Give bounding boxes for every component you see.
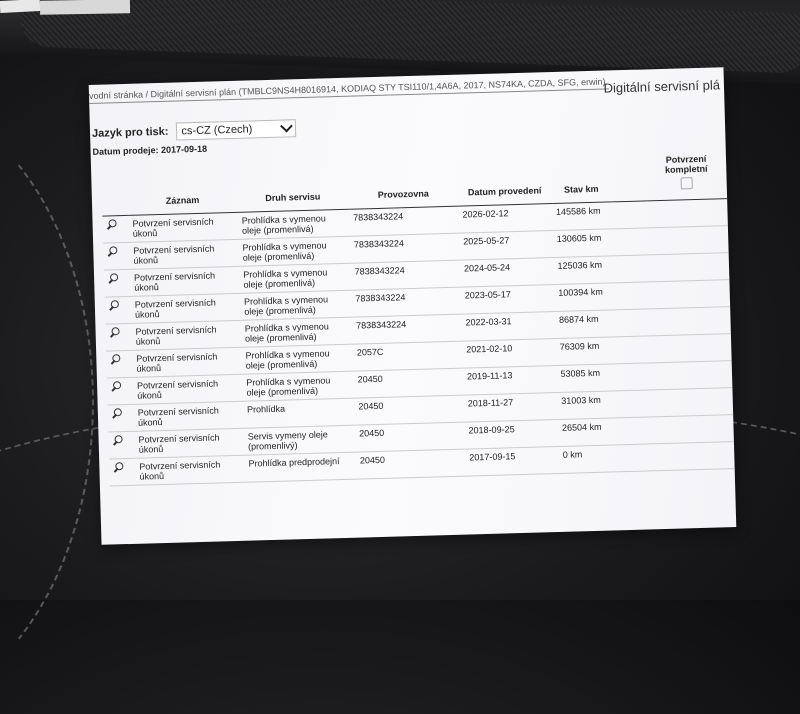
view-cell[interactable] xyxy=(104,269,131,297)
km-cell: 0 km xyxy=(559,445,619,474)
view-cell[interactable] xyxy=(106,350,133,378)
spacer-cell xyxy=(616,363,652,391)
view-cell[interactable] xyxy=(107,377,134,405)
chevron-down-icon xyxy=(280,119,293,132)
header-complete-label: Potvrzení kompletní xyxy=(664,153,708,175)
date-cell: 2026-02-12 xyxy=(458,204,552,234)
printed-service-sheet xyxy=(89,67,737,545)
spacer-cell xyxy=(615,336,651,364)
km-cell: 53085 km xyxy=(556,364,616,393)
spacer-cell xyxy=(612,201,648,229)
record-cell: Potvrzení servisních úkonů xyxy=(131,320,241,350)
complete-cell xyxy=(648,226,729,255)
workshop-cell: 7838343224 xyxy=(350,233,460,263)
km-cell: 130605 km xyxy=(553,229,613,258)
km-cell: 86874 km xyxy=(555,310,615,339)
date-cell: 2018-11-27 xyxy=(464,392,558,422)
record-cell: Potvrzení servisních úkonů xyxy=(133,374,243,404)
date-cell: 2025-05-27 xyxy=(459,231,553,261)
complete-cell xyxy=(653,415,734,444)
spacer-cell xyxy=(615,309,651,337)
view-cell[interactable] xyxy=(103,242,130,270)
type-cell: Prohlídka s vymenou oleje (promenlivá) xyxy=(242,371,354,401)
km-cell: 145586 km xyxy=(552,202,612,231)
complete-cell xyxy=(652,388,733,417)
workshop-cell: 20450 xyxy=(353,368,463,398)
spacer-cell xyxy=(618,417,654,445)
record-cell: Potvrzení servisních úkonů xyxy=(129,239,239,269)
complete-cell xyxy=(647,199,728,228)
type-cell: Prohlídka predprodejní xyxy=(244,452,356,482)
view-cell[interactable] xyxy=(102,215,129,243)
magnifier-icon[interactable] xyxy=(109,327,119,337)
magnifier-icon[interactable] xyxy=(111,381,121,391)
service-table xyxy=(101,151,735,486)
date-cell: 2024-05-24 xyxy=(460,258,554,288)
workshop-cell: 20450 xyxy=(356,449,466,479)
spacer-cell xyxy=(613,255,649,283)
workshop-cell: 7838343224 xyxy=(352,314,462,344)
language-select[interactable] xyxy=(176,119,296,140)
language-row xyxy=(92,119,297,143)
complete-cell xyxy=(649,253,730,282)
view-cell[interactable] xyxy=(105,296,132,324)
workshop-cell: 20450 xyxy=(354,395,464,425)
km-cell: 76309 km xyxy=(556,337,616,366)
type-cell: Prohlídka s vymenou oleje (promenlivá) xyxy=(240,290,352,320)
workshop-cell: 7838343224 xyxy=(349,206,459,236)
view-cell[interactable] xyxy=(105,323,132,351)
date-cell: 2022-03-31 xyxy=(461,312,555,342)
km-cell: 125036 km xyxy=(553,256,613,285)
background-object xyxy=(40,0,130,15)
date-cell: 2017-09-15 xyxy=(465,446,559,476)
complete-cell xyxy=(650,307,731,336)
magnifier-icon[interactable] xyxy=(109,300,119,310)
language-label: Jazyk pro tisk: xyxy=(91,125,169,140)
date-cell: 2023-05-17 xyxy=(461,285,555,315)
magnifier-icon[interactable] xyxy=(113,462,123,472)
record-cell: Potvrzení servisních úkonů xyxy=(134,428,244,458)
header-km: Stav km xyxy=(550,154,611,203)
spacer-cell xyxy=(614,282,650,310)
complete-cell xyxy=(654,442,735,471)
km-cell: 100394 km xyxy=(554,283,614,312)
view-cell[interactable] xyxy=(108,431,135,459)
header-workshop: Provozovna xyxy=(348,159,459,210)
background-object xyxy=(0,0,40,13)
workshop-cell: 7838343224 xyxy=(350,260,460,290)
type-cell: Prohlídka xyxy=(243,398,355,428)
record-cell: Potvrzení servisních úkonů xyxy=(128,212,238,242)
header-date: Datum provedení xyxy=(457,156,552,206)
complete-cell xyxy=(651,334,732,363)
spacer-cell xyxy=(618,444,654,472)
language-value: cs-CZ (Czech) xyxy=(181,123,253,138)
header-record: Záznam xyxy=(127,165,238,216)
km-cell: 26504 km xyxy=(558,418,618,447)
workshop-cell: 20450 xyxy=(355,422,465,452)
record-cell: Potvrzení servisních úkonů xyxy=(131,293,241,323)
record-cell: Potvrzení servisních úkonů xyxy=(134,401,244,431)
workshop-cell: 7838343224 xyxy=(351,287,461,317)
type-cell: Prohlídka s vymenou oleje (promenlivá) xyxy=(238,236,350,266)
date-cell: 2019-11-13 xyxy=(463,366,557,396)
type-cell: Prohlídka s vymenou oleje (promenlivá) xyxy=(241,344,353,374)
page-header-line: vodní stránka / Digitální servisní plán (TMBLC9NS4H8016914, KODIAQ STY TSI110/1,4A6A, 2017, NS74KA, CZDA, SFG, erwin) xyxy=(89,76,609,104)
magnifier-icon[interactable] xyxy=(108,273,118,283)
complete-cell xyxy=(649,280,730,309)
type-cell: Servis vymeny oleje (promenlivý) xyxy=(244,425,356,455)
record-cell: Potvrzení servisních úkonů xyxy=(135,455,245,485)
view-cell[interactable] xyxy=(108,404,135,432)
header-icon-col xyxy=(101,168,128,216)
header-spacer xyxy=(610,153,647,201)
header-service-type: Druh servisu xyxy=(236,162,349,213)
magnifier-icon[interactable] xyxy=(112,408,122,418)
km-cell: 31003 km xyxy=(557,391,617,420)
spacer-cell xyxy=(617,390,653,418)
spacer-cell xyxy=(612,228,648,256)
view-cell[interactable] xyxy=(109,458,136,486)
header-checkbox[interactable] xyxy=(681,177,693,189)
date-cell: 2018-09-25 xyxy=(464,419,558,449)
magnifier-icon[interactable] xyxy=(106,219,116,229)
record-cell: Potvrzení servisních úkonů xyxy=(132,347,242,377)
header-complete xyxy=(646,151,727,201)
complete-cell xyxy=(652,361,733,390)
magnifier-icon[interactable] xyxy=(110,354,120,364)
type-cell: Prohlídka s vymenou oleje (promenlivá) xyxy=(239,263,351,293)
date-cell: 2021-02-10 xyxy=(462,339,556,369)
type-cell: Prohlídka s vymenou oleje (promenlivá) xyxy=(241,317,353,347)
sale-date: Datum prodeje: 2017-09-18 xyxy=(92,143,208,157)
type-cell: Prohlídka s vymenou oleje (promenlivá) xyxy=(238,209,350,239)
record-cell: Potvrzení servisních úkonů xyxy=(130,266,240,296)
magnifier-icon[interactable] xyxy=(107,246,117,256)
workshop-cell: 2057C xyxy=(353,341,463,371)
page-title: Digitální servisní plá xyxy=(603,77,721,96)
magnifier-icon[interactable] xyxy=(112,435,122,445)
